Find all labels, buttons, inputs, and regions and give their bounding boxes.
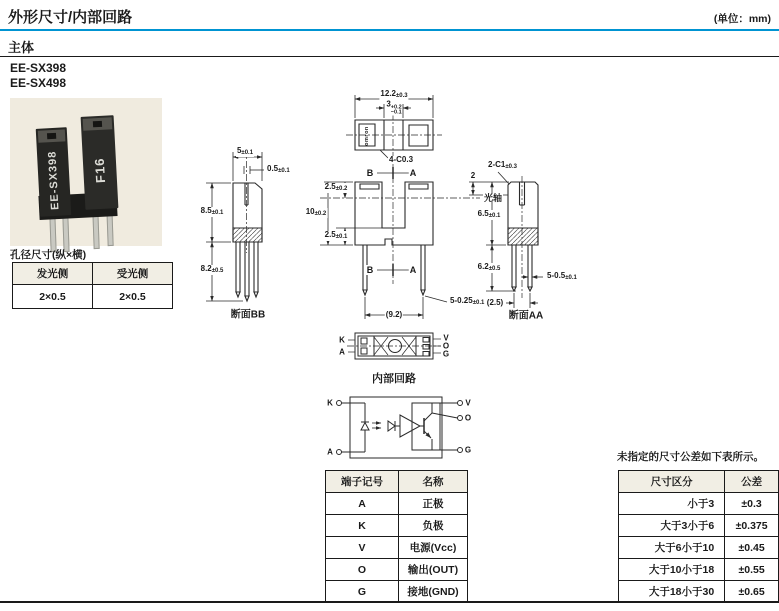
optical-axis-label: 光轴: [484, 193, 503, 203]
unit-note: (单位：mm): [713, 13, 771, 25]
terminal-table: [325, 470, 468, 603]
pin-label-o: O: [442, 341, 450, 351]
terminal-name: 电源(Vcc): [399, 537, 468, 559]
terminal-symbol: G: [326, 581, 399, 603]
pin-label-g: G: [442, 349, 450, 359]
dim-bb-width: 5±0.1: [236, 146, 254, 156]
dim-aa-lead: 5-0.5±0.1: [547, 271, 577, 281]
aperture-emitter-value: 2×0.5: [13, 285, 93, 309]
section-bb-label: 断面BB: [230, 309, 266, 321]
aperture-table-title: 孔径尺寸(纵×横): [10, 249, 87, 261]
dim-aa-chamfer: 2-C1±0.3: [488, 160, 517, 170]
tolerance-range: 小于3: [619, 493, 725, 515]
table-row: [619, 559, 779, 581]
dim-front-lead: 5-0.25±0.1: [450, 296, 485, 306]
dim-bb-lead-length: 8.2±0.5: [200, 264, 224, 274]
dim-bb-slot: 0.5±0.1: [267, 164, 290, 174]
tolerance-col-value: 公差: [725, 471, 779, 493]
circuit-pin-v: V: [465, 398, 471, 408]
tolerance-range: 大于3小于6: [619, 515, 725, 537]
terminal-symbol: O: [326, 559, 399, 581]
tolerance-value: ±0.65: [725, 581, 779, 603]
circuit-pin-o: O: [464, 413, 472, 423]
dim-top-slot: 3 +0.2 −0.1: [386, 99, 402, 116]
tolerance-col-range: 尺寸区分: [619, 471, 725, 493]
aperture-col-emitter: 发光侧: [13, 263, 93, 285]
dim-front-top: 2.5±0.2: [324, 182, 348, 192]
aperture-receiver-value: 2×0.5: [93, 285, 173, 309]
terminal-col-symbol: 端子记号: [326, 471, 399, 493]
dim-front-bottom: 2.5±0.1: [324, 230, 348, 240]
table-row: [326, 515, 468, 537]
circuit-title: 内部回路: [372, 373, 416, 385]
page-title: 外形尺寸/内部回路: [8, 9, 133, 26]
terminal-symbol: A: [326, 493, 399, 515]
section-marker-b-top: B: [366, 168, 374, 178]
section-marker-a-bottom: A: [409, 265, 417, 275]
terminal-name: 输出(OUT): [399, 559, 468, 581]
tolerance-range: 大于18小于30: [619, 581, 725, 603]
table-row: [619, 581, 779, 603]
bottom-view: [347, 333, 441, 359]
section-bb-view: [206, 148, 264, 301]
terminal-name: 正极: [399, 493, 468, 515]
dim-aa-axis-depth: 2: [470, 171, 476, 180]
table-row: [619, 537, 779, 559]
section-marker-a-top: A: [409, 168, 417, 178]
table-row: [326, 581, 468, 603]
dim-top-chamfer: 4-C0.3: [389, 155, 414, 164]
dim-bb-height: 8.5±0.1: [200, 206, 224, 216]
circuit-pin-k: K: [327, 398, 333, 408]
dim-aa-pitch: (2.5): [486, 298, 504, 307]
dim-front-lead-span: (9.2): [385, 310, 403, 319]
bottom-rule: [0, 601, 779, 603]
table-row: [326, 559, 468, 581]
terminal-name: 负极: [399, 515, 468, 537]
tolerance-value: ±0.55: [725, 559, 779, 581]
table-row: [326, 537, 468, 559]
terminal-symbol: K: [326, 515, 399, 537]
tolerance-value: ±0.3: [725, 493, 779, 515]
tolerance-table: [618, 470, 779, 603]
terminal-name: 接地(GND): [399, 581, 468, 603]
tolerance-note: 未指定的尺寸公差如下表所示。: [617, 451, 764, 463]
tolerance-range: 大于6小于10: [619, 537, 725, 559]
section-title: 主体: [8, 40, 35, 55]
section-aa-view: [469, 172, 543, 308]
pin-label-a: A: [339, 347, 345, 357]
internal-circuit: [337, 397, 463, 458]
circuit-pin-a: A: [327, 447, 333, 457]
dim-top-width: 12.2±0.3: [380, 89, 408, 99]
dim-aa-lead-length: 6.2±0.5: [477, 262, 501, 272]
brand-mark: omron: [364, 126, 370, 146]
model-name-1: EE-SX398: [10, 61, 67, 75]
dim-front-height: 10±0.2: [305, 207, 327, 217]
pin-label-k: K: [339, 335, 345, 345]
table-row: [326, 493, 468, 515]
tolerance-value: ±0.45: [725, 537, 779, 559]
photo-lot-label: F16: [91, 157, 109, 184]
pin-label-v: V: [443, 333, 449, 343]
dim-aa-height: 6.5±0.1: [477, 209, 501, 219]
terminal-col-name: 名称: [399, 471, 468, 493]
aperture-col-receiver: 受光侧: [93, 263, 173, 285]
table-row: [619, 515, 779, 537]
tolerance-range: 大于10小于18: [619, 559, 725, 581]
photo-model-label: EE-SX398: [46, 150, 62, 210]
section-marker-b-bottom: B: [366, 265, 374, 275]
tolerance-value: ±0.375: [725, 515, 779, 537]
section-aa-label: 断面AA: [508, 310, 544, 322]
model-name-2: EE-SX498: [10, 76, 67, 90]
table-row: [619, 493, 779, 515]
terminal-symbol: V: [326, 537, 399, 559]
circuit-pin-g: G: [464, 445, 472, 455]
